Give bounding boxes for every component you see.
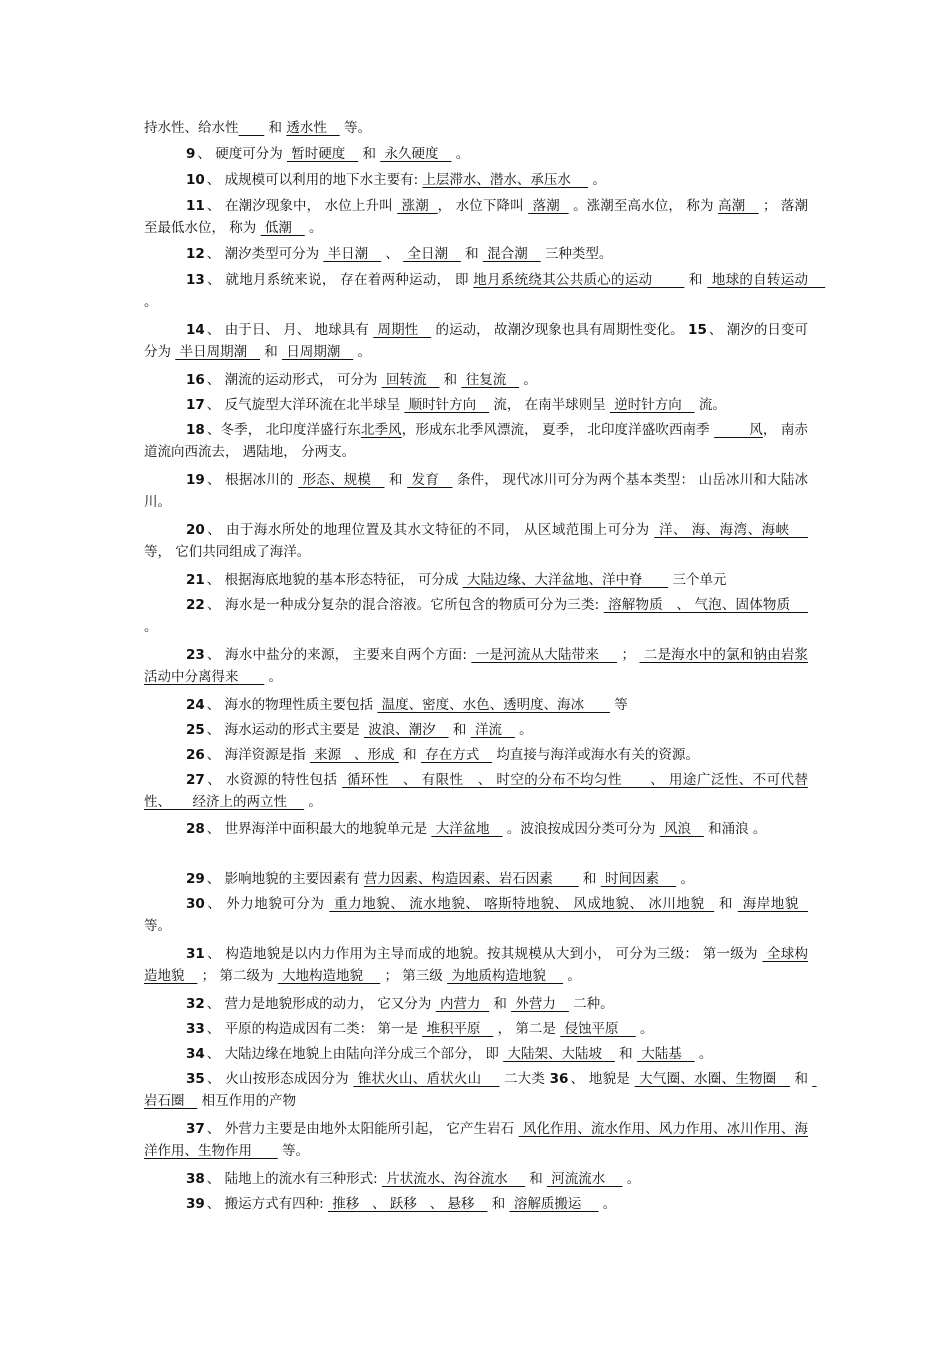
question-text: 、 海水运动的形式主要是 <box>206 722 364 738</box>
answer-blank: 重力地貌、 流水地貌、 喀斯特地貌、 风成地貌、 冰川地貌 <box>329 896 715 912</box>
answer-blank: 风浪 <box>659 821 704 837</box>
question-text: 和 <box>489 996 512 1012</box>
question-item <box>144 243 808 265</box>
answer-blank: 营力因素、构造因素、岩石因素 <box>363 871 579 887</box>
answer-blank: 全日潮 <box>403 246 461 262</box>
answer-blank: 风 <box>714 422 763 438</box>
question-number: 30 <box>186 896 205 912</box>
question-text: ， 第二是 <box>493 1021 561 1037</box>
question-text: 。 <box>451 146 470 162</box>
question-item <box>144 868 808 890</box>
answer-blank: 地球的自转运动 <box>707 272 826 288</box>
question-text: 、 反气旋型大洋环流在北半球呈 <box>206 397 405 413</box>
answer-blank: 顺时针方向 <box>404 397 490 413</box>
question-item <box>144 419 808 463</box>
answer-blank: 暂时硬度 <box>287 146 359 162</box>
question-text: 等。 <box>144 918 171 934</box>
answer-blank: 风化作用、流水作用、风力作用、冰川作用、海洋作用、生物作用 <box>144 1121 808 1159</box>
question-text: 和 <box>460 246 483 262</box>
question-text: 和 <box>439 372 462 388</box>
question-text: 。 <box>598 1196 617 1212</box>
answer-blank: 地月系统绕其公共质心的运动 <box>473 272 685 288</box>
answer-blank: 回转流 <box>381 372 440 388</box>
answer-blank: 溶解质搬运 <box>509 1196 599 1212</box>
question-item <box>144 1068 817 1112</box>
question-text: 。波浪按成因分类可分为 <box>502 821 660 837</box>
question-text: 均直接与海洋或海水有关的资源。 <box>492 747 699 763</box>
question-text: 持水性、给水性 <box>144 120 239 136</box>
answer-blank: 侵蚀平原 <box>560 1021 636 1037</box>
question-text: 、 由于海水所处的地理位置及其水文特征的不同， 从区域范围上可分为 <box>206 522 655 538</box>
question-text: 和 <box>259 344 283 360</box>
question-text: 、 根据海底地貌的基本形态特征， 可分成 <box>206 572 463 588</box>
question-text: ； 落潮至最低水位， 称为 <box>144 198 808 236</box>
answer-blank: 逆时针方向 <box>609 397 695 413</box>
question-text: 、 外力地貌可分为 <box>206 896 330 912</box>
question-item <box>144 594 808 638</box>
question-text: 。 <box>144 619 158 635</box>
question-item <box>144 469 808 513</box>
answer-blank: 大陆基 <box>636 1046 695 1062</box>
question-text: 、 潮流的运动形式， 可分为 <box>206 372 382 388</box>
question-item <box>144 1018 808 1040</box>
question-text: 流。 <box>694 397 726 413</box>
answer-blank: 堆积平原 <box>422 1021 494 1037</box>
question-text: 和 <box>264 120 287 136</box>
question-text: 、 地貌是 <box>570 1071 635 1087</box>
question-text: 、 潮汐类型可分为 <box>206 246 324 262</box>
question-text: 、 海水是一种成分复杂的混合溶液。它所包含的物质可分为三类: <box>206 597 604 613</box>
answer-blank: 日周期潮 <box>282 344 354 360</box>
answer-blank: 一是河流从大陆带来 <box>471 647 617 663</box>
question-number: 25 <box>186 722 205 738</box>
answer-blank: 片状流水、沟谷流水 <box>381 1171 525 1187</box>
question-text: ， 水位下降叫 <box>437 198 529 214</box>
question-text: 、 大陆边缘在地貌上由陆向洋分成三个部分， 即 <box>206 1046 504 1062</box>
question-text: 和 <box>487 1196 510 1212</box>
question-number: 10 <box>186 172 205 188</box>
question-text: 、 <box>381 246 404 262</box>
question-item <box>144 117 808 139</box>
question-text: 流， 在南半球则呈 <box>489 397 610 413</box>
question-text: 和 <box>578 871 601 887</box>
question-text: 和 <box>398 747 421 763</box>
answer-blank: 大陆架、大陆坡 <box>503 1046 615 1062</box>
question-text: 和 <box>684 272 708 288</box>
question-number: 9 <box>186 146 196 162</box>
answer-blank: 透水性 <box>286 120 340 136</box>
question-item <box>144 143 808 165</box>
question-item <box>144 1043 808 1065</box>
question-text: 、 影响地貌的主要因素有 <box>206 871 364 887</box>
question-text: 。 <box>635 1021 654 1037</box>
question-text: 、 海洋资源是指 <box>206 747 310 763</box>
question-text: 条件， 现代冰川可分为两个基本类型： 山岳冰川和大陆冰川。 <box>144 472 808 510</box>
answer-blank: 存在方式 <box>420 747 493 763</box>
question-item <box>144 769 808 813</box>
question-text: 和 <box>714 896 738 912</box>
question-text: 、 火山按形态成因分为 <box>206 1071 354 1087</box>
question-number: 38 <box>186 1171 205 1187</box>
question-text: 、 陆地上的流水有三种形式: <box>206 1171 382 1187</box>
question-text: 、 营力是地貌形成的动力， 它又分为 <box>206 996 436 1012</box>
answer-blank: 外营力 <box>511 996 569 1012</box>
question-text: 。 <box>353 344 372 360</box>
question-text: 和 <box>614 1046 637 1062</box>
question-number: 16 <box>186 372 205 388</box>
question-item <box>144 719 808 741</box>
question-number: 29 <box>186 871 205 887</box>
answer-blank: 发育 <box>407 472 453 488</box>
question-text: 。 <box>514 722 533 738</box>
question-text: 、 在潮汐现象中， 水位上升叫 <box>206 198 398 214</box>
question-text: 三种类型。 <box>540 246 613 262</box>
question-text: 。 <box>264 669 283 685</box>
question-text: 等 <box>609 697 628 713</box>
question-text: 、 搬运方式有四种: <box>206 1196 328 1212</box>
answer-blank: 温度、密度、水色、透明度、海冰 <box>377 697 610 713</box>
question-number: 20 <box>186 522 205 538</box>
question-number: 23 <box>186 647 205 663</box>
question-number: 19 <box>186 472 205 488</box>
answer-blank: 低潮 <box>260 220 305 236</box>
question-text: ， 南赤道流向西流去， 遇陆地， 分两支。 <box>144 422 809 460</box>
question-text: 和 <box>524 1171 547 1187</box>
question-item <box>144 1193 808 1215</box>
answer-blank: 推移 、 跃移 、 悬移 <box>327 1196 488 1212</box>
question-text: ； 第二级为 <box>197 968 278 984</box>
question-text: 的运动， 故潮汐现象也具有周期性变化。 <box>431 322 689 338</box>
question-item <box>144 319 808 363</box>
question-text: 。 <box>622 1171 641 1187</box>
answer-blank: 来源 、形成 <box>309 747 399 763</box>
answer-blank: 大气圈、水圈、生物圈 <box>634 1071 790 1087</box>
question-number: 35 <box>186 1071 205 1087</box>
answer-blank: 河流流水 <box>547 1171 623 1187</box>
question-item <box>144 1168 808 1190</box>
answer-blank: 高潮 <box>718 198 759 214</box>
question-item <box>144 993 808 1015</box>
answer-blank: 大洋盆地 <box>431 821 503 837</box>
question-number: 11 <box>186 198 205 214</box>
question-text: 。 <box>144 294 158 310</box>
question-text: 等， 它们共同组成了海洋。 <box>144 544 311 560</box>
answer-blank: 为地质构造地貌 <box>447 968 564 984</box>
question-number: 34 <box>186 1046 205 1062</box>
answer-blank: 波浪、潮汐 <box>363 722 449 738</box>
question-item <box>144 569 808 591</box>
question-item <box>144 269 826 313</box>
question-number: 17 <box>186 397 205 413</box>
question-text: 二大类 <box>499 1071 550 1087</box>
question-number: 22 <box>186 597 205 613</box>
question-number: 18 <box>186 422 205 438</box>
question-item <box>144 394 808 416</box>
question-text: 相互作用的产物 <box>197 1093 297 1109</box>
answer-blank: 半日周期潮 <box>175 344 260 360</box>
answer-blank: 海岸地貌 <box>737 896 808 912</box>
question-text: 、 海水中盐分的来源， 主要来自两个方面: <box>206 647 472 663</box>
question-text: 、冬季， 北印度洋盛行东 <box>206 422 361 438</box>
question-text: 、 外营力主要是由地外太阳能所引起， 它产生岩石 <box>206 1121 519 1137</box>
answer-blank: 时间因素 <box>600 871 677 887</box>
question-text: 。 <box>563 968 581 984</box>
question-text: 、 由于日、 月、 地球具有 <box>206 322 374 338</box>
question-text: 等。 <box>277 1143 310 1159</box>
answer-blank: 涨潮 <box>397 198 438 214</box>
answer-blank: 大地构造地貌 <box>277 968 381 984</box>
answer-blank: 永久硬度 <box>380 146 452 162</box>
question-text: 。 <box>676 871 694 887</box>
answer-blank: 岩石圈 <box>144 1071 817 1109</box>
question-item <box>144 744 808 766</box>
question-text: 。涨潮至高水位， 称为 <box>568 198 719 214</box>
answer-blank: 周期性 <box>373 322 432 338</box>
question-text: 、 就地月系统来说， 存在着两种运动， 即 <box>206 272 474 288</box>
answer-blank: 北季风 <box>360 422 402 438</box>
question-number: 15 <box>688 322 707 338</box>
question-text: 、 海水的物理性质主要包括 <box>206 697 378 713</box>
question-text: 、 硬度可分为 <box>197 146 287 162</box>
question-item <box>144 169 808 191</box>
question-item <box>144 943 808 987</box>
question-text: 。 <box>588 172 606 188</box>
question-text: 和 <box>448 722 471 738</box>
answer-blank: 往复流 <box>461 372 520 388</box>
answer-blank: 洋流 <box>470 722 515 738</box>
question-text: 、 根据冰川的 <box>206 472 299 488</box>
question-item <box>144 369 808 391</box>
question-item <box>144 1118 808 1162</box>
question-item <box>144 644 808 688</box>
question-item <box>144 818 808 840</box>
answer-blank: 混合潮 <box>482 246 541 262</box>
question-item <box>144 519 808 563</box>
answer-blank: 内营力 <box>435 996 490 1012</box>
question-text: 和 <box>358 146 381 162</box>
question-item <box>144 893 808 937</box>
question-text: 、 水资源的特性包括 <box>206 772 343 788</box>
question-number: 14 <box>186 322 205 338</box>
question-text: 二种。 <box>568 996 614 1012</box>
question-item <box>144 195 808 239</box>
question-text: 等。 <box>339 120 372 136</box>
question-number: 36 <box>549 1071 569 1087</box>
answer-blank: 全球构造地貌 <box>144 946 808 984</box>
question-number: 13 <box>186 272 205 288</box>
question-text: 。 <box>694 1046 713 1062</box>
answer-blank: 大陆边缘、大洋盆地、洋中脊 <box>462 572 669 588</box>
question-text: 、 构造地貌是以内力作用为主导而成的地貌。按其规模从大到小， 可分为三级： 第一级为 <box>206 946 763 962</box>
answer-blank: 落潮 <box>528 198 569 214</box>
answer-blank: 循环性 、 有限性 、 时空的分布不均匀性 、 用途广泛性、不可代替性、 经济上的两立性 <box>144 772 808 810</box>
question-text: 、 潮汐的日变可分为 <box>144 322 809 360</box>
answer-blank: 形态、规模 <box>298 472 385 488</box>
question-number: 27 <box>186 772 205 788</box>
answer-blank: 半日潮 <box>323 246 382 262</box>
question-text: ； 第三级 <box>380 968 448 984</box>
question-text: 和涌浪 。 <box>703 821 767 837</box>
answer-blank: 溶解物质 、 气泡、固体物质 <box>603 597 808 613</box>
answer-blank <box>239 120 265 136</box>
question-text: ； <box>616 647 640 663</box>
answer-blank: 二是海水中的氯和钠由岩浆活动中分离得来 <box>144 647 809 685</box>
question-number: 21 <box>186 572 205 588</box>
question-text: 。 <box>304 794 322 810</box>
question-text: ，形成东北季风漂流， 夏季， 北印度洋盛吹西南季 <box>401 422 715 438</box>
question-number: 12 <box>186 246 205 262</box>
question-number: 28 <box>186 821 205 837</box>
question-text: 和 <box>789 1071 813 1087</box>
question-text: 、 成规模可以利用的地下水主要有: <box>206 172 423 188</box>
question-number: 37 <box>186 1121 205 1137</box>
question-number: 32 <box>186 996 205 1012</box>
question-number: 26 <box>186 747 205 763</box>
question-text: 和 <box>384 472 408 488</box>
question-text: 。 <box>304 220 323 236</box>
answer-blank: 锥状火山、盾状火山 <box>353 1071 500 1087</box>
question-text: 三个单元 <box>668 572 727 588</box>
question-text: 。 <box>519 372 537 388</box>
answer-blank: 上层滞水、潜水、承压水 <box>422 172 589 188</box>
question-text: 、 平原的构造成因有二类： 第一是 <box>206 1021 423 1037</box>
answer-blank: 洋、 海、海湾、海峡 <box>654 522 808 538</box>
question-number: 24 <box>186 697 205 713</box>
question-number: 31 <box>186 946 205 962</box>
question-item <box>144 694 808 716</box>
question-number: 33 <box>186 1021 205 1037</box>
question-text: 、 世界海洋中面积最大的地貌单元是 <box>206 821 432 837</box>
question-number: 39 <box>186 1196 205 1212</box>
